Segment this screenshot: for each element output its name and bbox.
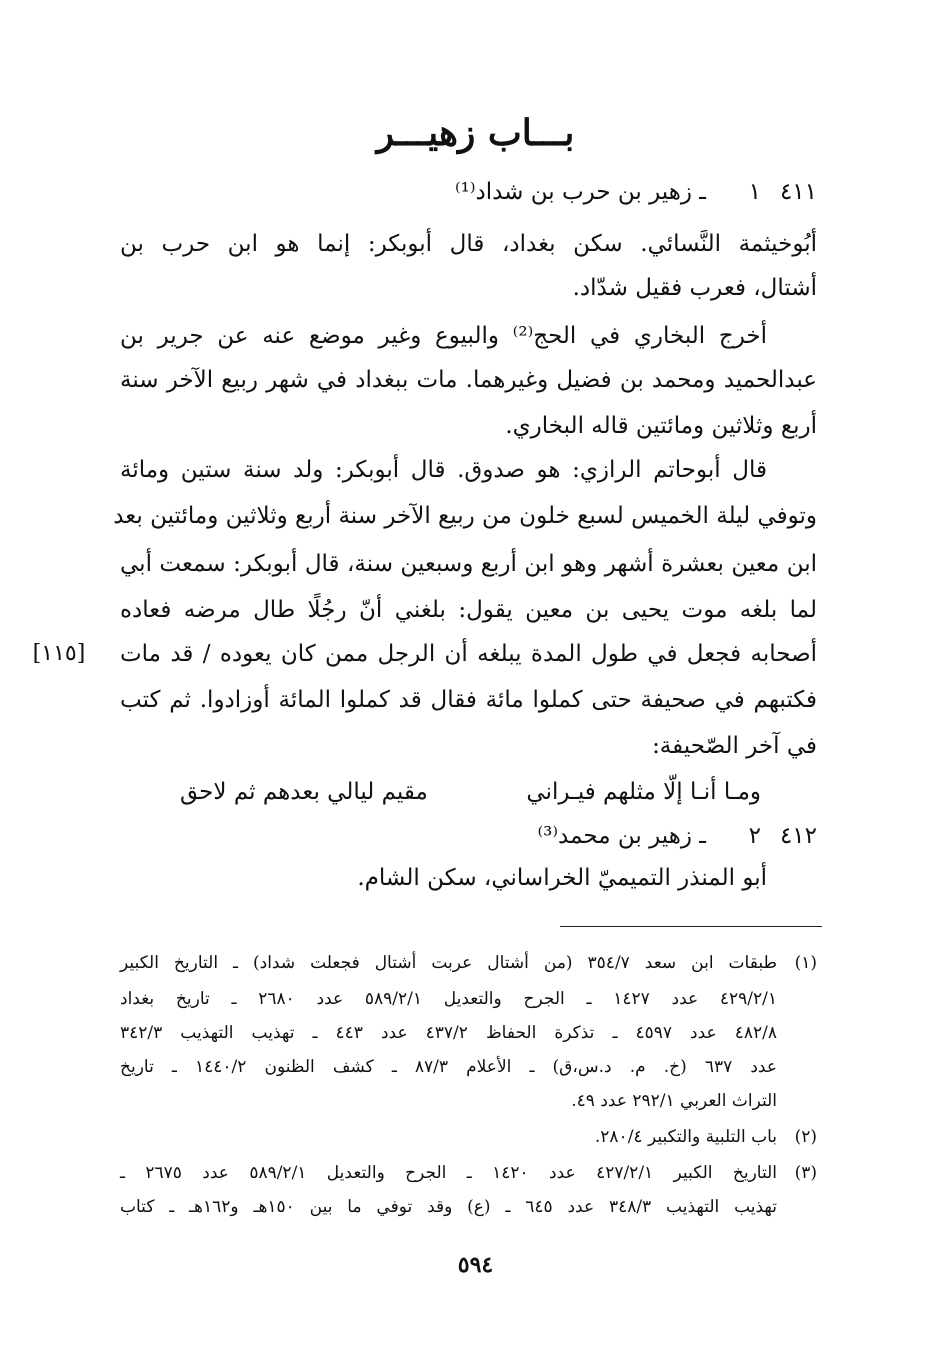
footnote-line: باب التلبية والتكبير ٢٨٠/٤. [594,1127,777,1147]
body-line: أبُوخيثمة النَّسائي. سكن بغداد، قال أبوبكر: إنما هو ابن حرب بن [120,231,817,257]
chapter-title: بـــاب زهيـــر [376,112,575,154]
entry-sequence: ٢ [748,823,761,849]
body-line: فكتبهم في صحيفة حتى كملوا مائة فقال قد كملوا المائة أوزادوا. ثم كتب [120,687,817,713]
body-line: في آخر الصّحيفة: [652,733,817,759]
footnote-line: ٤٨٢/٨ عدد ٤٥٩٧ ـ تذكرة الحفاظ ٤٣٧/٢ عدد ٤٤٣ ـ تهذيب التهذيب ٣٤٢/٣ [120,1023,777,1043]
page-number: ٥٩٤ [457,1252,494,1278]
footnote-marker: (٢) [794,1127,817,1147]
entry-number: ٤١٢ [779,823,817,849]
footnote-line: عدد ٦٣٧ (خ. م. د.س،ق) ـ الأعلام ٨٧/٣ ـ كشف الظنون ١٤٤٠/٢ ـ تاريخ [120,1057,777,1077]
body-line: عبدالحميد ومحمد بن فضيل وغيرهما. مات ببغداد في شهر ربيع الآخر سنة [120,367,817,393]
entry-sequence: ١ [748,179,761,205]
footnote-line: التراث العربي ٢٩٢/١ عدد ٤٩. [571,1091,777,1111]
body-line: أشتال، فعرب فقيل شدّاد. [572,275,817,301]
entry-number: ٤١١ [779,179,817,205]
footnote-marker: (١) [794,953,817,973]
body-line: وتوفي ليلة الخميس لسبع خلون من ربيع الآخر سنة أربع وثلاثين ومائتين بعد [113,503,817,529]
entry-heading: ـ زهير بن محمد⁽³⁾ [537,823,706,849]
footnote-line: تهذيب التهذيب ٣٤٨/٣ عدد ٦٤٥ ـ (ع) وقد توفي ما بين ١٥٠هـ و١٦٢هـ ـ كتاب [120,1197,778,1217]
body-line: لما بلغه موت يحيى بن معين يقول: بلغني أنّ رجُلًا طال مرضه فعاده [120,597,817,623]
footnote-line: ٤٢٩/٢/١ عدد ١٤٢٧ ـ الجرح والتعديل ٥٨٩/٢/١ عدد ٢٦٨٠ ـ تاريخ بغداد [120,989,778,1009]
body-line: أبو المنذر التميميّ الخراساني، سكن الشام. [357,865,767,891]
verse-second-hemistich: مقيم ليالي بعدهم ثم لاحق [180,779,428,805]
footnote-line: طبقات ابن سعد ٣٥٤/٧ (من أشتال عربت أشتال فجعلت شداد) ـ التاريخ الكبير [120,953,777,973]
verse-first-hemistich: ومـا أنـا إلّا مثلهم فيـراني [526,779,761,805]
manuscript-folio-marker: [١١٥] [32,641,86,666]
body-line: أصحابه فجعل في طول المدة يبلغه أن الرجل ممن كان يعوده / قد مات [120,641,817,667]
entry-heading: ـ زهير بن حرب بن شداد⁽¹⁾ [454,179,706,205]
body-line: أربع وثلاثين ومائتين قاله البخاري. [505,413,817,439]
body-line: ابن معين بعشرة أشهر وهو ابن أربع وسبعين سنة، قال أبوبكر: سمعت أبي [120,551,817,577]
body-line: أخرج البخاري في الحج⁽²⁾ والبيوع وغير موضع عنه عن جرير بن [120,323,767,349]
footnote-line: التاريخ الكبير ٤٢٧/٢/١ عدد ١٤٢٠ ـ الجرح والتعديل ٥٨٩/٢/١ عدد ٢٦٧٥ ـ [120,1163,777,1183]
body-line: قال أبوحاتم الرازي: هو صدوق. قال أبوبكر: ولد سنة ستين ومائة [120,457,767,483]
footnote-separator [560,926,822,927]
footnote-marker: (٣) [794,1163,817,1183]
